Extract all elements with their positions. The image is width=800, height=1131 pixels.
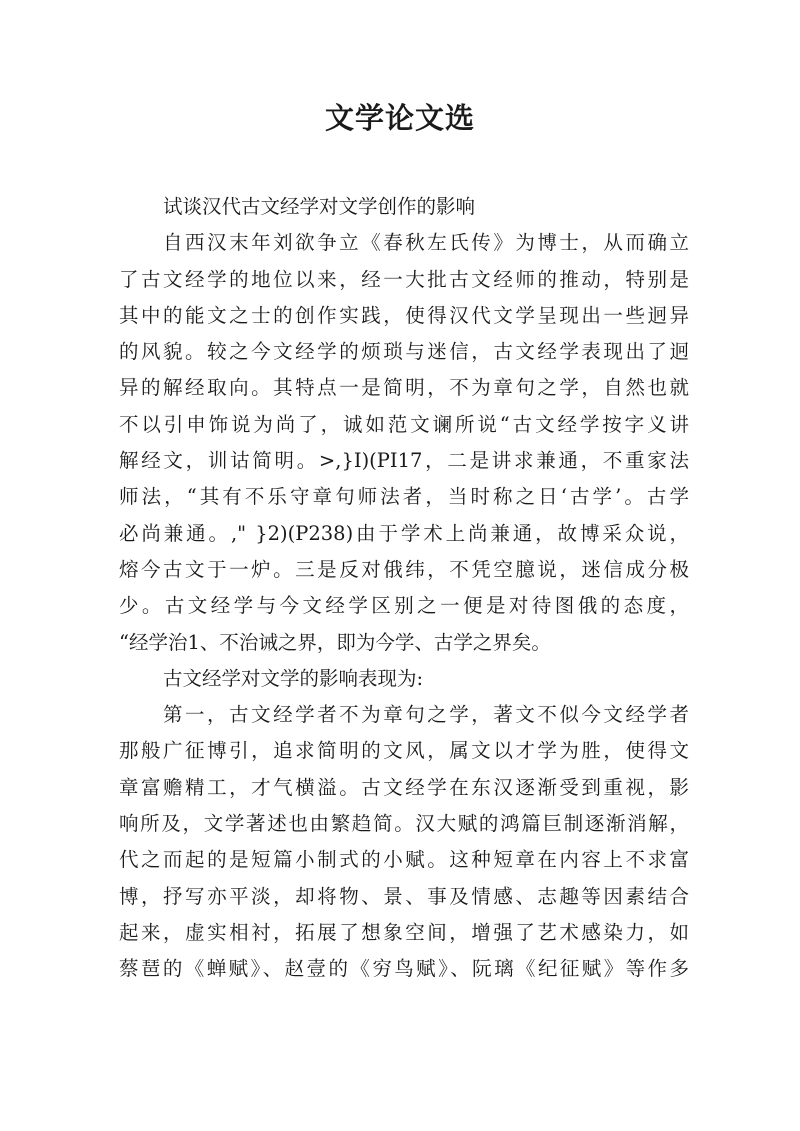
text-line: 自西汉末年刘欲争立《春秋左氏传》为博士，从而确立 — [163, 231, 689, 255]
text-line: 第一，古文经学者不为章句之学，著文不似今文经学者 — [163, 703, 689, 727]
text-line: 的风貌。较之今文经学的烦琐与迷信，古文经学表现出了迥 — [119, 340, 689, 364]
text-line: “经学治1、不治诫之界，即为今学、古学之界矣。 — [119, 630, 551, 654]
text-line: 异的解经取向。其特点一是简明，不为章句之学，自然也就 — [119, 376, 689, 400]
text-line: 代之而起的是短篇小制式的小赋。这种短章在内容上不求富 — [119, 848, 689, 872]
text-line: 响所及，文学著述也由繁趋简。汉大赋的鸿篇巨制逐渐消解， — [119, 812, 689, 836]
text-line: 博，抒写亦平淡，却将物、景、事及情感、志趣等因素结合 — [119, 884, 689, 908]
text-line: 蔡琶的《蝉赋》、赵壹的《穷鸟赋》、阮璃《纪征赋》等作多 — [119, 957, 689, 981]
document-title: 文学论文选 — [324, 101, 475, 135]
text-line: 了古文经学的地位以来，经一大批古文经师的推动，特别是 — [119, 267, 689, 291]
text-line: 那般广征博引，追求简明的文风，属文以才学为胜，使得文 — [119, 739, 689, 763]
text-line: 试谈汉代古文经学对文学创作的影响 — [163, 195, 476, 218]
text-line: 少。古文经学与今文经学区别之一便是对待图俄的态度， — [119, 594, 689, 618]
text-line: 古文经学对文学的影响表现为: — [163, 666, 424, 690]
text-line: 不以引申饰说为尚了，诚如范文谰所说“古文经学按字义讲 — [119, 412, 689, 436]
text-line: 必尚兼通。," }2)(P238)由于学术上尚兼通，故博采众说， — [119, 521, 689, 545]
text-line: 熔今古文于一炉。三是反对俄纬，不凭空臆说，迷信成分极 — [119, 557, 689, 581]
text-line: 解经文，训诂简明。>,}I)(PI17，二是讲求兼通，不重家法 — [119, 449, 689, 473]
text-line: 其中的能文之士的创作实践，使得汉代文学呈现出一些迥异 — [119, 303, 689, 327]
document-body — [119, 189, 689, 988]
text-line: 章富赡精工，才气横溢。古文经学在东汉逐渐受到重视，影 — [119, 775, 689, 799]
text-line: 师法，“其有不乐守章句师法者，当时称之日‘古学’。古学 — [119, 485, 689, 509]
text-line: 起来，虚实相衬，拓展了想象空间，增强了艺术感染力，如 — [119, 920, 689, 944]
